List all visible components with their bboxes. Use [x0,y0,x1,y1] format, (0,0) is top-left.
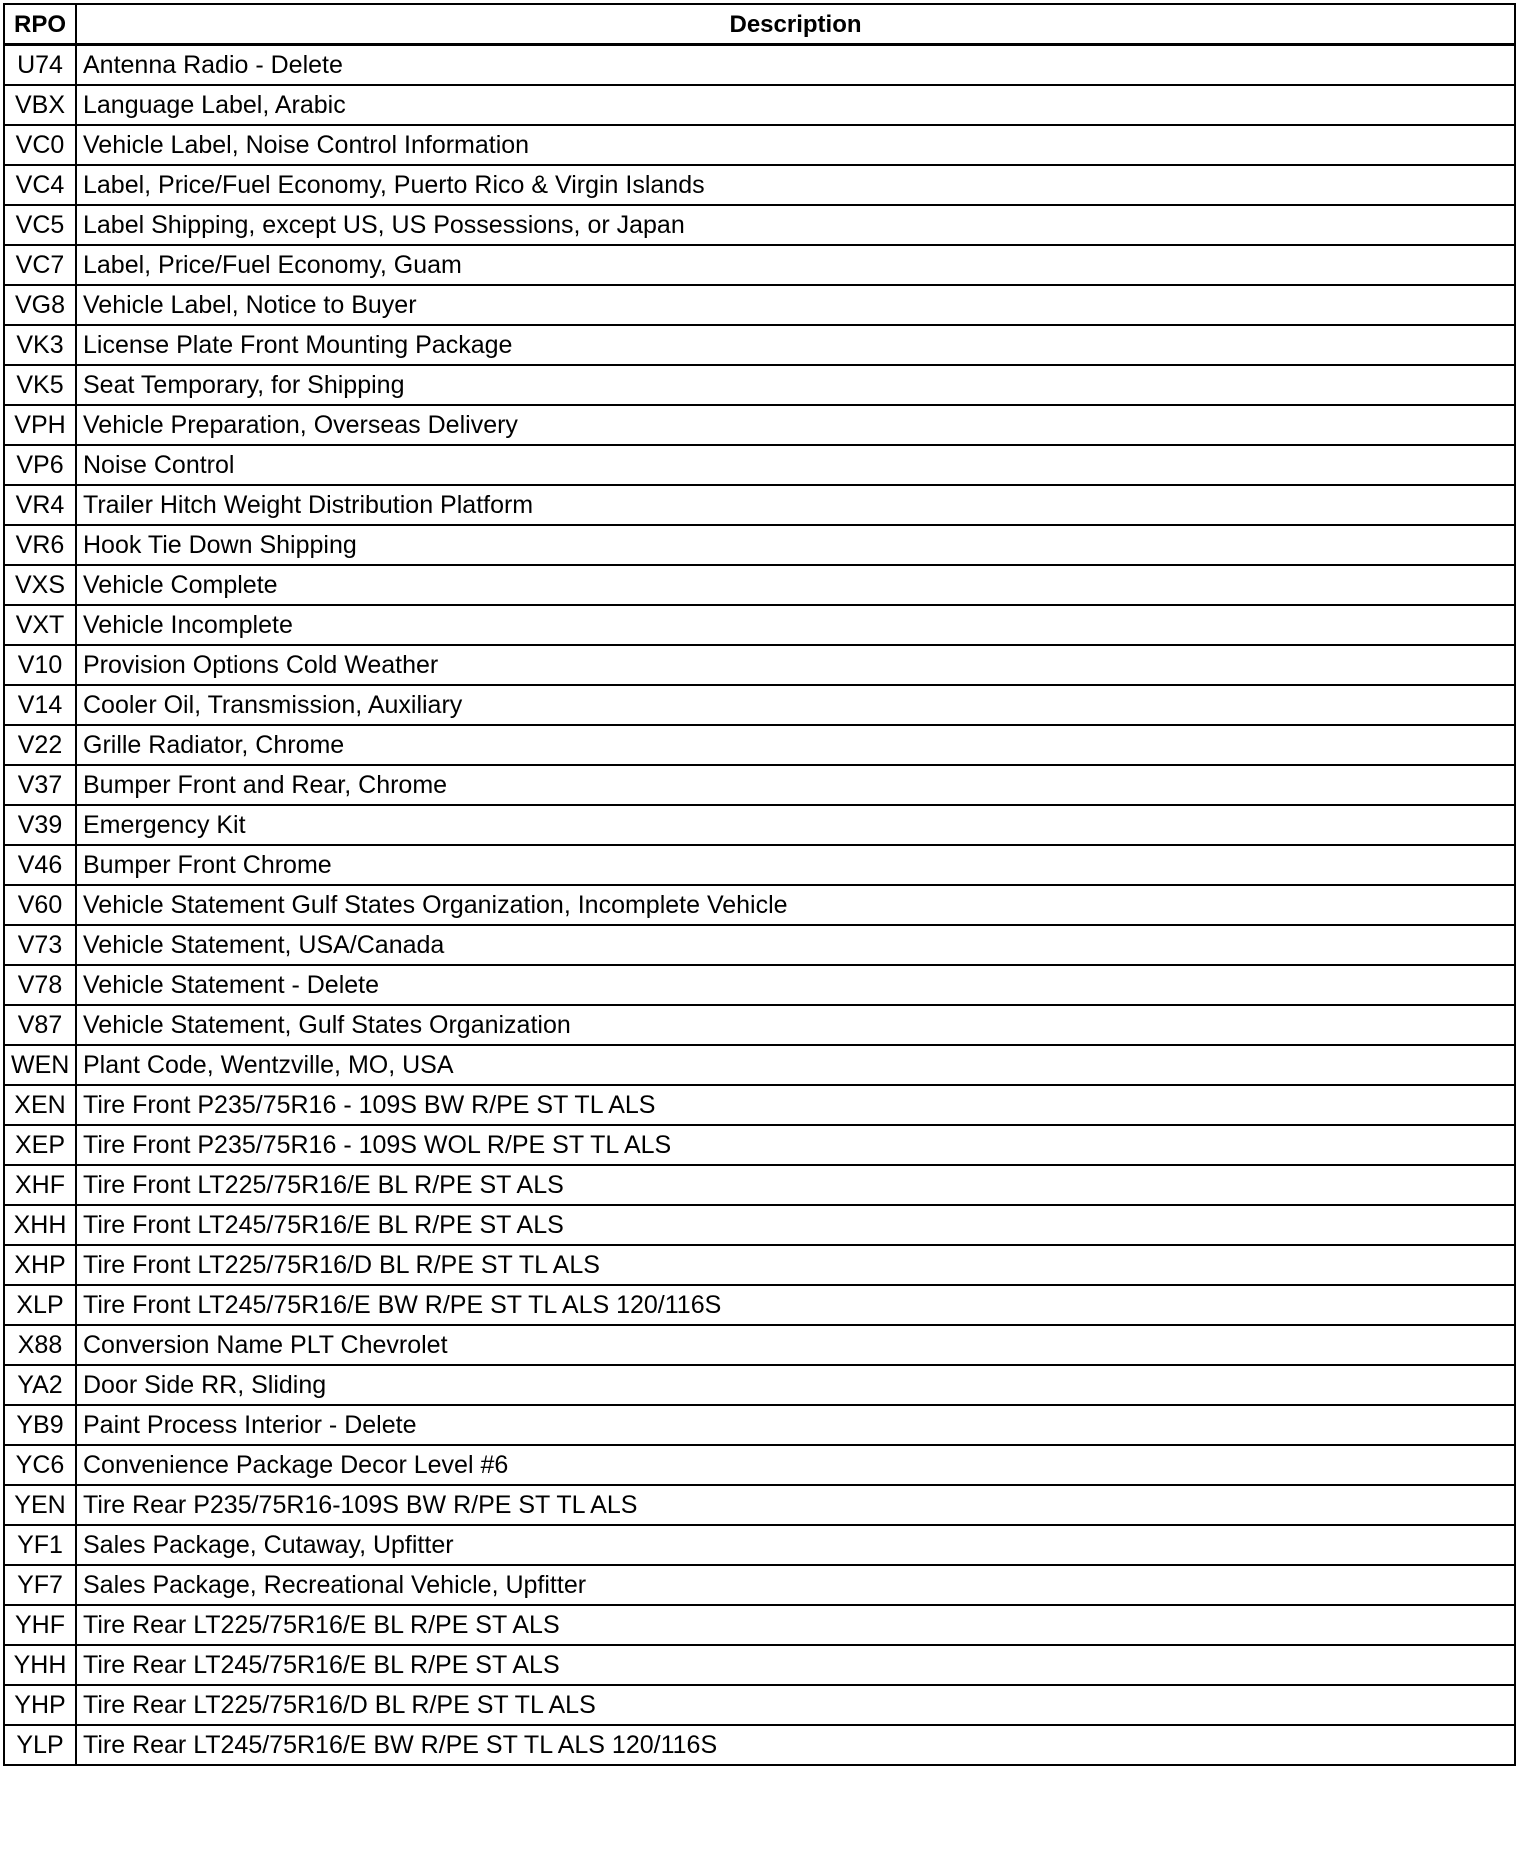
description-cell: Tire Rear LT225/75R16/D BL R/PE ST TL ALS [76,1685,1515,1725]
rpo-code-cell: V87 [4,1005,76,1045]
table-row [4,1565,1515,1605]
description-cell: Grille Radiator, Chrome [76,725,1515,765]
rpo-code-cell: YB9 [4,1405,76,1445]
table-row [4,1005,1515,1045]
rpo-code-cell: YF1 [4,1525,76,1565]
table-row [4,85,1515,125]
description-cell: Cooler Oil, Transmission, Auxiliary [76,685,1515,725]
description-cell: Seat Temporary, for Shipping [76,365,1515,405]
rpo-code-cell: YHH [4,1645,76,1685]
table-row [4,325,1515,365]
table-row [4,1325,1515,1365]
rpo-code-cell: V22 [4,725,76,765]
rpo-code-cell: YC6 [4,1445,76,1485]
table-row [4,525,1515,565]
table-row [4,1165,1515,1205]
description-cell: Sales Package, Cutaway, Upfitter [76,1525,1515,1565]
description-cell: Antenna Radio - Delete [76,45,1515,86]
description-cell: Tire Rear LT245/75R16/E BW R/PE ST TL ALS 120/116S [76,1725,1515,1765]
description-cell: Vehicle Statement, USA/Canada [76,925,1515,965]
description-cell: Tire Front P235/75R16 - 109S WOL R/PE ST TL ALS [76,1125,1515,1165]
description-cell: Vehicle Label, Notice to Buyer [76,285,1515,325]
table-row [4,925,1515,965]
table-row [4,1365,1515,1405]
table-row [4,125,1515,165]
rpo-code-cell: VPH [4,405,76,445]
table-row [4,645,1515,685]
table-row [4,1245,1515,1285]
description-cell: License Plate Front Mounting Package [76,325,1515,365]
description-cell: Vehicle Statement Gulf States Organization, Incomplete Vehicle [76,885,1515,925]
description-cell: Conversion Name PLT Chevrolet [76,1325,1515,1365]
description-cell: Bumper Front Chrome [76,845,1515,885]
rpo-code-cell: V10 [4,645,76,685]
table-row [4,1725,1515,1765]
table-row [4,365,1515,405]
table-row [4,605,1515,645]
rpo-code-cell: VXS [4,565,76,605]
rpo-code-cell: VXT [4,605,76,645]
rpo-code-cell: V60 [4,885,76,925]
description-cell: Plant Code, Wentzville, MO, USA [76,1045,1515,1085]
description-cell: Noise Control [76,445,1515,485]
rpo-code-cell: V78 [4,965,76,1005]
description-cell: Label, Price/Fuel Economy, Guam [76,245,1515,285]
rpo-code-cell: XHP [4,1245,76,1285]
table-row [4,45,1515,86]
rpo-code-cell: U74 [4,45,76,86]
table-row [4,245,1515,285]
rpo-code-cell: V46 [4,845,76,885]
column-header-description: Description [76,4,1515,45]
table-row [4,1405,1515,1445]
description-cell: Hook Tie Down Shipping [76,525,1515,565]
description-cell: Sales Package, Recreational Vehicle, Upfitter [76,1565,1515,1605]
table-row [4,165,1515,205]
table-row [4,1085,1515,1125]
rpo-code-cell: YF7 [4,1565,76,1605]
table-row [4,1445,1515,1485]
description-cell: Door Side RR, Sliding [76,1365,1515,1405]
table-row [4,805,1515,845]
table-header [4,4,1515,45]
rpo-code-cell: V39 [4,805,76,845]
rpo-code-cell: VC0 [4,125,76,165]
table-row [4,1605,1515,1645]
rpo-code-cell: XLP [4,1285,76,1325]
table-row [4,1485,1515,1525]
rpo-code-cell: YLP [4,1725,76,1765]
table-row [4,1645,1515,1685]
description-cell: Tire Front P235/75R16 - 109S BW R/PE ST TL ALS [76,1085,1515,1125]
table-row [4,405,1515,445]
rpo-code-cell: V37 [4,765,76,805]
rpo-code-cell: VC7 [4,245,76,285]
rpo-code-cell: XEP [4,1125,76,1165]
rpo-code-cell: YEN [4,1485,76,1525]
table-row [4,965,1515,1005]
rpo-code-cell: VR6 [4,525,76,565]
column-header-rpo: RPO [4,4,76,45]
table-row [4,1525,1515,1565]
table-row [4,1125,1515,1165]
rpo-code-cell: V73 [4,925,76,965]
table-row [4,285,1515,325]
description-cell: Trailer Hitch Weight Distribution Platform [76,485,1515,525]
description-cell: Tire Front LT225/75R16/E BL R/PE ST ALS [76,1165,1515,1205]
description-cell: Label Shipping, except US, US Possessions, or Japan [76,205,1515,245]
rpo-code-cell: YA2 [4,1365,76,1405]
description-cell: Label, Price/Fuel Economy, Puerto Rico & Virgin Islands [76,165,1515,205]
description-cell: Tire Front LT225/75R16/D BL R/PE ST TL ALS [76,1245,1515,1285]
description-cell: Vehicle Statement, Gulf States Organization [76,1005,1515,1045]
header-row [4,4,1515,45]
rpo-code-cell: WEN [4,1045,76,1085]
rpo-code-cell: VK3 [4,325,76,365]
rpo-code-cell: VC4 [4,165,76,205]
description-cell: Bumper Front and Rear, Chrome [76,765,1515,805]
description-cell: Vehicle Statement - Delete [76,965,1515,1005]
rpo-code-cell: VR4 [4,485,76,525]
table-body [4,45,1515,1766]
rpo-code-cell: VP6 [4,445,76,485]
description-cell: Tire Front LT245/75R16/E BL R/PE ST ALS [76,1205,1515,1245]
table-row [4,1045,1515,1085]
rpo-code-cell: XHF [4,1165,76,1205]
rpo-table [3,3,1516,1766]
table-row [4,685,1515,725]
description-cell: Convenience Package Decor Level #6 [76,1445,1515,1485]
description-cell: Tire Rear P235/75R16-109S BW R/PE ST TL ALS [76,1485,1515,1525]
table-row [4,845,1515,885]
table-row [4,205,1515,245]
table-row [4,765,1515,805]
rpo-code-cell: XEN [4,1085,76,1125]
rpo-code-cell: VBX [4,85,76,125]
table-row [4,485,1515,525]
rpo-code-cell: XHH [4,1205,76,1245]
table-row [4,885,1515,925]
table-row [4,1205,1515,1245]
table-row [4,565,1515,605]
description-cell: Provision Options Cold Weather [76,645,1515,685]
rpo-code-cell: YHP [4,1685,76,1725]
rpo-code-cell: VK5 [4,365,76,405]
description-cell: Vehicle Incomplete [76,605,1515,645]
table-row [4,725,1515,765]
table-row [4,1685,1515,1725]
rpo-code-cell: V14 [4,685,76,725]
rpo-code-cell: VC5 [4,205,76,245]
description-cell: Emergency Kit [76,805,1515,845]
description-cell: Tire Rear LT225/75R16/E BL R/PE ST ALS [76,1605,1515,1645]
description-cell: Tire Front LT245/75R16/E BW R/PE ST TL ALS 120/116S [76,1285,1515,1325]
rpo-code-cell: X88 [4,1325,76,1365]
description-cell: Vehicle Preparation, Overseas Delivery [76,405,1515,445]
description-cell: Language Label, Arabic [76,85,1515,125]
description-cell: Vehicle Label, Noise Control Information [76,125,1515,165]
rpo-code-cell: YHF [4,1605,76,1645]
description-cell: Paint Process Interior - Delete [76,1405,1515,1445]
table-row [4,445,1515,485]
table-row [4,1285,1515,1325]
description-cell: Tire Rear LT245/75R16/E BL R/PE ST ALS [76,1645,1515,1685]
rpo-code-cell: VG8 [4,285,76,325]
description-cell: Vehicle Complete [76,565,1515,605]
